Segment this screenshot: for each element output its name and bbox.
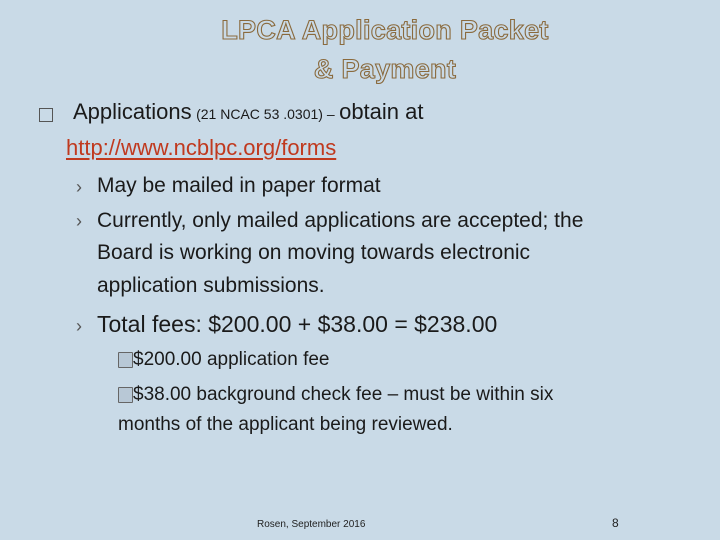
slide-title-line-2: & Payment — [313, 54, 457, 84]
slide-title-line-1: LPCA Application Packet — [221, 15, 549, 45]
fee-item-application: $200.00 application fee — [133, 349, 330, 370]
box-bullet-icon — [118, 352, 133, 368]
sub-item-currently-line-1: Currently, only mailed applications are accepted; the — [97, 209, 584, 232]
sub-item-currently-line-2: Board is working on moving towards electronic — [97, 241, 531, 264]
chevron-right-icon: › — [76, 211, 82, 231]
fee-item-background-line-1: $38.00 background check fee – must be within six — [133, 384, 554, 405]
sub-item-currently-line-3: application submissions. — [97, 274, 325, 297]
footer-author-date: Rosen, September 2016 — [257, 519, 366, 530]
ncac-citation: (21 NCAC 53 .0301) – — [196, 106, 335, 122]
applications-bullet — [73, 99, 423, 125]
square-bullet-icon — [39, 108, 53, 122]
chevron-right-icon: › — [76, 177, 82, 197]
sub-item-total-fees: Total fees: $200.00 + $38.00 = $238.00 — [97, 311, 498, 337]
applications-label: Applications — [73, 99, 192, 124]
obtain-at-text: obtain at — [339, 99, 424, 124]
forms-link[interactable]: http://www.ncblpc.org/forms — [66, 135, 337, 160]
forms-link-row — [66, 135, 336, 161]
box-bullet-icon — [118, 387, 133, 403]
fee-item-background-line-2: months of the applicant being reviewed. — [118, 414, 453, 435]
sub-item-mailed: May be mailed in paper format — [97, 174, 381, 197]
chevron-right-icon: › — [76, 316, 82, 336]
page-number: 8 — [612, 516, 619, 530]
